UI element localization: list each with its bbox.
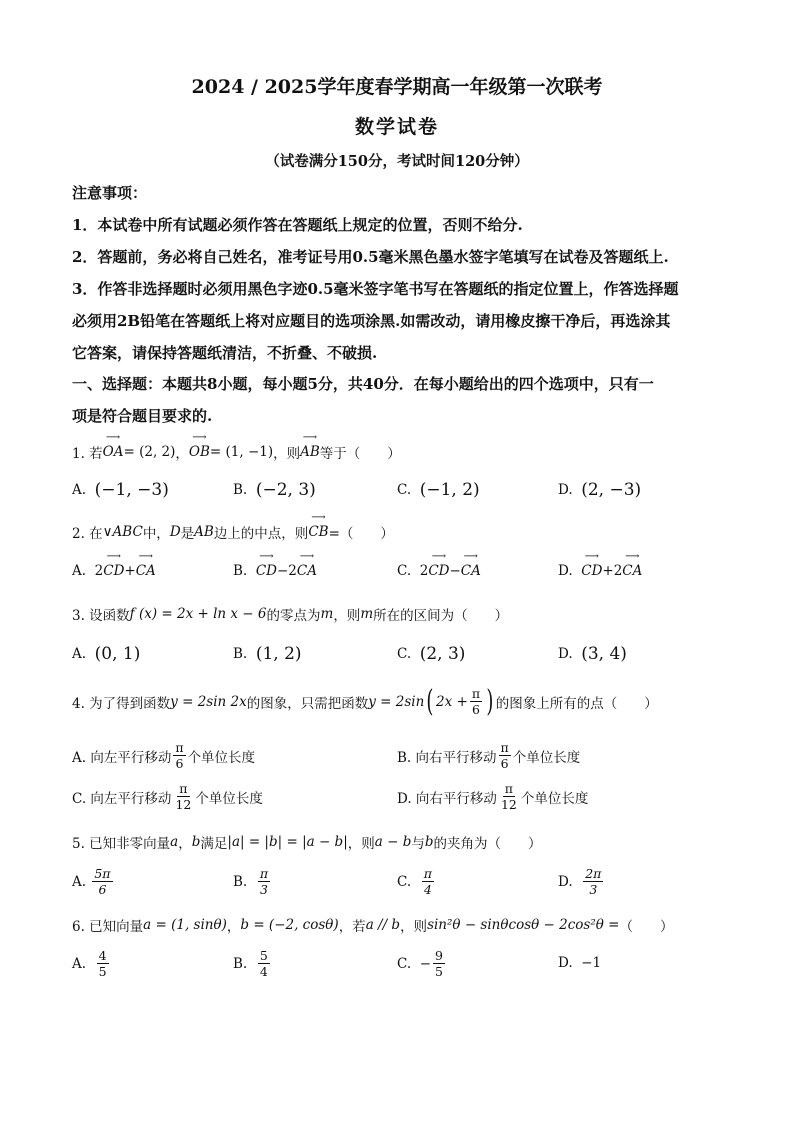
instruction-line: 3．作答非选择题时必须用黑色字迹0.5毫米签字笔书写在答题纸的指定位置上，作答选择题 <box>72 280 679 298</box>
instruction-line: 1．本试卷中所有试题必须作答在答题纸上规定的位置，否则不给分. <box>72 216 523 234</box>
q6-option-d[interactable] <box>558 955 601 971</box>
right-paren: ) <box>486 683 494 719</box>
fraction <box>583 866 603 897</box>
option-label: D. <box>558 563 573 579</box>
q1-option-d[interactable] <box>558 480 641 500</box>
option-label: D. <box>558 646 573 662</box>
q2-option-b[interactable] <box>233 563 317 579</box>
numerator: 5 <box>259 948 268 963</box>
q2-option-a[interactable] <box>72 563 156 579</box>
coef: 2 <box>94 563 104 579</box>
fraction <box>258 866 270 897</box>
q5-prefix: 5. 已知非零向量 <box>72 836 171 852</box>
q1-prefix: 1. 若 <box>72 446 103 462</box>
q6-option-a[interactable] <box>72 948 111 979</box>
option-label: B. <box>233 646 248 662</box>
q3-text: 的零点为 <box>266 608 321 624</box>
option-label: D. 向右平行移动 <box>397 790 497 807</box>
question-1 <box>72 442 401 462</box>
q1-sep: ， <box>175 446 189 462</box>
option-label: B. 向右平行移动 <box>397 749 497 766</box>
option-value: (2, −3) <box>581 480 642 500</box>
function-y1: y = 2sin 2x <box>170 693 247 710</box>
fraction <box>499 740 511 771</box>
section-heading-cont: 项是符合题目要求的. <box>72 407 213 425</box>
vector-a-minus-b: a − b <box>374 834 412 850</box>
vector-a-def: a = (1, sinθ) <box>143 917 227 933</box>
option-unit: 个单位长度 <box>512 749 581 766</box>
fraction <box>173 781 193 812</box>
denominator: 5 <box>435 964 443 979</box>
instruction-line: 必须用2B铅笔在答题纸上将对应题目的选项涂黑.如需改动，请用橡皮擦干净后，再选涂其 <box>72 312 671 330</box>
denominator: 5 <box>98 964 107 979</box>
q3-tail: 所在的区间为（ ） <box>373 608 509 624</box>
var-m: m <box>360 606 374 622</box>
question-6 <box>72 915 674 935</box>
numerator: π <box>423 866 432 881</box>
option-label: C. <box>397 873 412 890</box>
q1-option-a[interactable] <box>72 480 169 500</box>
denominator: 6 <box>98 882 107 897</box>
option-label: A. <box>72 482 87 498</box>
instruction-line: 它答案，请保持答题纸清洁，不折叠、不破损. <box>72 344 378 362</box>
q4-option-c[interactable] <box>72 781 263 812</box>
denominator: 6 <box>175 756 184 771</box>
operator: − <box>449 563 461 579</box>
option-unit: 个单位长度 <box>520 790 589 807</box>
fraction <box>97 948 109 979</box>
segment-ab: AB <box>194 524 214 540</box>
fraction <box>422 866 434 897</box>
denominator: 4 <box>423 882 432 897</box>
q3-option-d[interactable] <box>558 644 627 664</box>
left-paren: ( <box>426 683 434 719</box>
q5-text: 与 <box>411 836 425 852</box>
option-label: C. <box>397 646 412 662</box>
vector-cd: ⟶ CD <box>428 563 449 579</box>
q4-tail: 的图象上所有的点（ ） <box>495 695 658 712</box>
numerator: π <box>175 740 184 755</box>
q5-option-b[interactable] <box>233 866 272 897</box>
option-value: (−1, 2) <box>419 480 480 500</box>
q5-text: ，则 <box>347 836 375 852</box>
vector-b-def: b = (−2, cosθ) <box>240 917 339 933</box>
vector-ca: ⟶ CA <box>136 563 156 579</box>
function-f: f (x) = 2x + ln x − 6 <box>129 606 267 622</box>
q3-option-b[interactable] <box>233 644 302 664</box>
vector-ob: ⟶ OB <box>189 444 210 460</box>
triangle-abc: ∨ABC <box>102 524 143 540</box>
sign: − <box>419 955 432 972</box>
q5-tail: 的夹角为（ ） <box>433 836 542 852</box>
coef: 2 <box>419 563 429 579</box>
q6-option-c[interactable] <box>397 948 447 979</box>
q6-prefix: 6. 已知向量 <box>72 919 144 935</box>
exam-title: 2024 / 2025学年度春学期高一年级第一次联考 <box>191 76 603 98</box>
q2-text: 边上的中点，则 <box>213 526 309 542</box>
option-label: A. 向左平行移动 <box>72 749 172 766</box>
question-2 <box>72 522 394 542</box>
q6-sep: ， <box>226 919 241 935</box>
parallel-condition: a // b <box>365 917 401 933</box>
question-4 <box>72 683 658 719</box>
option-value: (0, 1) <box>94 644 141 664</box>
vector-ca: ⟶ CA <box>622 563 642 579</box>
operator: + <box>602 563 614 579</box>
q5-option-c[interactable] <box>397 866 436 897</box>
q4-option-d[interactable] <box>397 781 588 812</box>
vector-oa: ⟶ OA <box>103 444 124 460</box>
denominator: 12 <box>175 797 192 812</box>
q2-text: 中， <box>142 526 170 542</box>
q1-option-c[interactable] <box>397 480 480 500</box>
q4-option-b[interactable] <box>397 740 580 771</box>
q5-text: 满足 <box>200 836 228 852</box>
option-value: −1 <box>581 955 602 971</box>
denominator: 3 <box>589 882 598 897</box>
q1-then: ，则 <box>273 446 301 462</box>
q6-text: ，若 <box>338 919 366 935</box>
numerator: π <box>179 781 188 796</box>
numerator: 5π <box>94 866 111 881</box>
q3-option-a[interactable] <box>72 644 140 664</box>
denominator: 6 <box>500 756 509 771</box>
option-label: B. <box>233 563 248 579</box>
vector-cd: ⟶ CD <box>256 563 277 579</box>
q2-text: 是 <box>180 526 195 542</box>
exam-time-note: （试卷满分150分，考试时间120分钟） <box>265 153 529 170</box>
fraction <box>499 781 519 812</box>
option-label: A. <box>72 646 87 662</box>
fraction <box>92 866 112 897</box>
instruction-line: 2．答题前，务必将自己姓名，准考证号用0.5毫米黑色墨水签字笔填写在试卷及答题纸上. <box>72 248 669 266</box>
q6-text: ，则 <box>400 919 428 935</box>
q3-text: ，则 <box>333 608 361 624</box>
option-label: A. <box>72 873 87 890</box>
option-label: C. <box>397 482 412 498</box>
function-y2-inner: 2x + <box>436 693 468 710</box>
q3-option-c[interactable] <box>397 644 465 664</box>
section-heading: 一、选择题：本题共8小题，每小题5分，共40分．在每小题给出的四个选项中，只有一 <box>72 375 654 393</box>
vector-b: b <box>191 834 201 850</box>
option-value: (−1, −3) <box>94 480 169 500</box>
q2-option-d[interactable] <box>558 563 642 579</box>
q5-option-d[interactable] <box>558 866 605 897</box>
numerator: 4 <box>98 948 107 963</box>
vector-cd: ⟶ CD <box>581 563 602 579</box>
option-label: C. <box>397 955 412 972</box>
q1-tail: 等于（ ） <box>319 446 401 462</box>
fraction <box>258 948 270 979</box>
q4-prefix: 4. 为了得到函数 <box>72 695 171 712</box>
operator: − <box>276 563 289 579</box>
option-label: B. <box>233 955 248 972</box>
option-label: D. <box>558 873 573 890</box>
option-value: (2, 3) <box>419 644 466 664</box>
q1-oa-value: = (2, 2) <box>123 444 176 460</box>
point-d: D <box>169 524 181 540</box>
option-label: A. <box>72 563 87 579</box>
q6-option-b[interactable] <box>233 948 272 979</box>
option-value: (1, 2) <box>255 644 302 664</box>
question-3 <box>72 604 508 624</box>
q2-tail: =（ ） <box>328 526 394 542</box>
trig-expression: sin²θ − sinθcosθ − 2cos²θ = <box>427 917 620 933</box>
q6-tail: （ ） <box>619 919 674 935</box>
q3-prefix: 3. 设函数 <box>72 608 130 624</box>
operator: + <box>124 563 136 579</box>
vector-cd: ⟶ CD <box>103 563 124 579</box>
vector-b: b <box>424 834 434 850</box>
fraction-pi-6 <box>470 686 482 717</box>
coef: 2 <box>613 563 623 579</box>
denominator: 12 <box>500 797 517 812</box>
numerator: π <box>500 740 509 755</box>
coef: 2 <box>288 563 297 579</box>
vector-cb: ⟶ CB <box>308 524 328 540</box>
instructions-heading: 注意事项： <box>72 184 148 202</box>
numerator: π <box>504 781 513 796</box>
option-label: A. <box>72 955 87 972</box>
q1-option-b[interactable] <box>233 480 316 500</box>
option-value: (3, 4) <box>581 644 627 664</box>
vector-a: a <box>170 834 179 850</box>
numerator: 2π <box>585 866 602 881</box>
function-y2: y = 2sin <box>368 693 425 710</box>
q4-text: 的图象，只需把函数 <box>246 695 369 712</box>
fraction <box>173 740 185 771</box>
numerator: 9 <box>435 948 443 963</box>
option-label: D. <box>558 955 573 971</box>
q4-option-a[interactable] <box>72 740 255 771</box>
vector-ca: ⟶ CA <box>297 563 317 579</box>
denominator: 6 <box>471 702 480 717</box>
option-value: (−2, 3) <box>255 480 316 500</box>
q5-condition: |a| = |b| = |a − b| <box>227 834 348 850</box>
option-unit: 个单位长度 <box>187 749 256 766</box>
vector-ca: ⟶ CA <box>461 563 481 579</box>
q5-option-a[interactable] <box>72 866 115 897</box>
option-label: D. <box>558 482 573 498</box>
fraction <box>433 948 445 979</box>
q5-sep: ， <box>178 836 192 852</box>
option-unit: 个单位长度 <box>195 790 263 807</box>
option-label: C. 向左平行移动 <box>72 790 172 807</box>
denominator: 4 <box>259 964 268 979</box>
option-label: C. <box>397 563 412 579</box>
q2-option-c[interactable] <box>397 563 481 579</box>
question-5 <box>72 832 542 852</box>
exam-subtitle: 数学试卷 <box>354 116 439 138</box>
vector-ab: ⟶ AB <box>300 444 320 460</box>
q1-ob-value: = (1, −1) <box>209 444 274 460</box>
denominator: 3 <box>259 882 268 897</box>
var-m: m <box>320 606 334 622</box>
option-label: B. <box>233 873 248 890</box>
q2-prefix: 2. 在 <box>72 526 103 542</box>
option-label: B. <box>233 482 248 498</box>
numerator: π <box>471 686 481 701</box>
numerator: π <box>259 866 269 881</box>
